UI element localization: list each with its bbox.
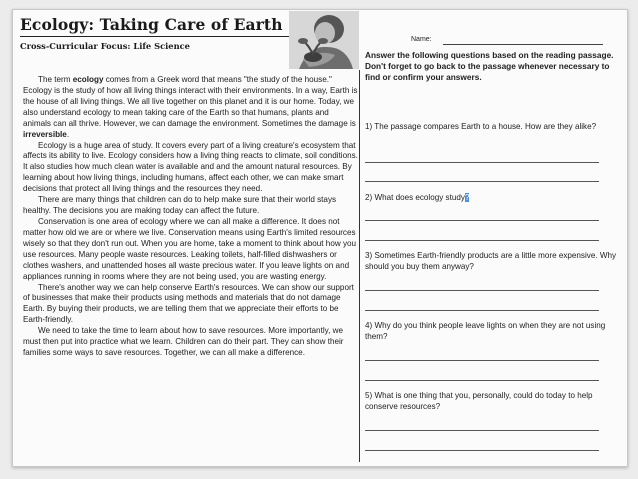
- worksheet-page: [12, 9, 628, 467]
- passage-paragraph: There's another way we can help conserve Earth's resources. We can show our support of businesses that make their products using methods and materials that do not damage Earth. By buying their products, we are telling them that we appreciate their efforts to be Earth-friendly.: [23, 282, 354, 325]
- question-1: 1) The passage compares Earth to a house. How are they alike?: [365, 122, 597, 131]
- column-divider: [359, 70, 360, 462]
- child-planting-photo: [289, 11, 359, 69]
- answer-line-1b[interactable]: [365, 181, 599, 182]
- question-4: 4) Why do you think people leave lights on when they are not using them?: [365, 321, 606, 341]
- question-2-text: 2) What does ecology study?: [365, 193, 470, 202]
- text-cursor-highlight: ?: [464, 193, 470, 202]
- name-label: Name:: [411, 36, 432, 43]
- title-divider: [20, 36, 290, 37]
- worksheet-title: Ecology: Taking Care of Earth: [20, 15, 283, 34]
- answer-line-3a[interactable]: [365, 290, 599, 291]
- instructions: Answer the following questions based on the reading passage. Don't forget to go back to the passage whenever necessary to find or confirm your answers.: [365, 50, 614, 83]
- name-field[interactable]: [443, 44, 603, 45]
- passage-paragraph: We need to take the time to learn about how to save resources. More importantly, we must then put into practice what we learn. Children can do their part. They can show their families some ways to save resources. Together, we can all make a difference.: [23, 326, 344, 358]
- question-5: 5) What is one thing that you, personally, could do today to help conserve resources?: [365, 391, 593, 411]
- passage-paragraph: Conservation is one area of ecology where we can all make a difference. It does not matter how old we are or where we live. Conservation means using Earth's limited resources wisely so that they don't run out. When you are home, take a moment to think about how you use resources. Many people waste resources. Leaking toilets, half-filled dishwashers or clothes washers, and unattended hoses all waste precious water. If you leave lights on and appliances running in rooms where they are not being used, you are wasting energy.: [23, 216, 357, 281]
- answer-line-2b[interactable]: [365, 240, 599, 241]
- passage-paragraph: The term ecology comes from a Greek word that means "the study of the house." Ecology is the study of how all living things interact with their environments. In a way, Earth is the house of all living things. We all live together on this planet and it is our home. Today, we also understand ecology to mean taking care of the Earth so that humans, plants and animals can all thrive. However, we can damage the environment. Sometimes the damage is irreversible.: [23, 75, 358, 139]
- reading-passage: [23, 75, 359, 359]
- worksheet-subtitle: Cross-Curricular Focus: Life Science: [20, 41, 190, 51]
- answer-line-4a[interactable]: [365, 360, 599, 361]
- answer-line-3b[interactable]: [365, 310, 599, 311]
- answer-line-4b[interactable]: [365, 380, 599, 381]
- question-2: [365, 192, 621, 203]
- answer-line-5a[interactable]: [365, 430, 599, 431]
- passage-paragraph: There are many things that children can do to help make sure that their world stays healthy. The decisions you are making today can affect the future.: [23, 195, 337, 216]
- answer-line-1a[interactable]: [365, 162, 599, 163]
- answer-line-5b[interactable]: [365, 450, 599, 451]
- passage-paragraph: Ecology is a huge area of study. It covers every part of a living creature's ecosystem that affects its ability to live. Ecology considers how a living thing reacts to climate, soil conditions. It also studies how much clean water is available and and the amount natural resources. By learning about how living things, including humans, affect each other, we can make smart decisions that protect all living things and the resources they need.: [23, 140, 358, 194]
- question-3: 3) Sometimes Earth-friendly products are a little more expensive. Why should you buy them anyway?: [365, 251, 617, 271]
- answer-line-2a[interactable]: [365, 220, 599, 221]
